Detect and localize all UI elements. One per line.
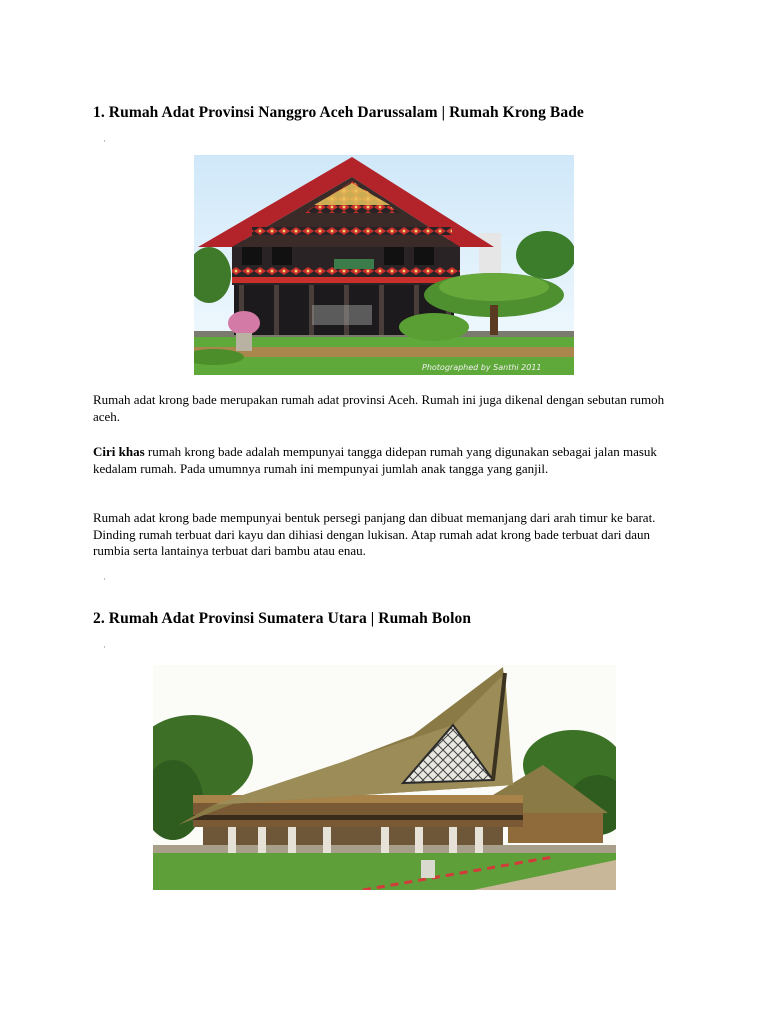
anchor-mark: ·: [103, 642, 106, 652]
section-1-paragraph-2: [93, 444, 683, 477]
rumah-bolon-photo: [153, 665, 616, 890]
anchor-mark: ·: [103, 574, 106, 584]
section-1-heading: 1. Rumah Adat Provinsi Nanggro Aceh Darussalam | Rumah Krong Bade: [93, 104, 584, 121]
section-1-paragraph-3: Rumah adat krong bade mempunyai bentuk persegi panjang dan dibuat memanjang dari arah timur ke barat. Dinding rumah terbuat dari kayu dan dihiasi dengan lukisan. Atap rumah adat krong bade terbuat dari daun rumbia serta lantainya terbuat dari bambu atau enau.: [93, 510, 656, 558]
section-2-heading: 2. Rumah Adat Provinsi Sumatera Utara | Rumah Bolon: [93, 610, 472, 627]
section-1-paragraph-1: Rumah adat krong bade merupakan rumah adat provinsi Aceh. Rumah ini juga dikenal dengan sebutan rumoh aceh.: [93, 392, 665, 424]
ciri-khas-text: rumah krong bade adalah mempunyai tangga didepan rumah yang digunakan sebagai jalan masuk kedalam rumah. Pada umumnya rumah ini mempunyai jumlah anak tangga yang ganjil.: [93, 444, 657, 476]
anchor-mark: ·: [103, 136, 106, 146]
svg-text:Photographed by Santhi 2011: Photographed by Santhi 2011: [422, 363, 542, 372]
ciri-khas-label: Ciri khas: [93, 444, 145, 459]
rumah-krong-bade-photo: [194, 155, 574, 375]
